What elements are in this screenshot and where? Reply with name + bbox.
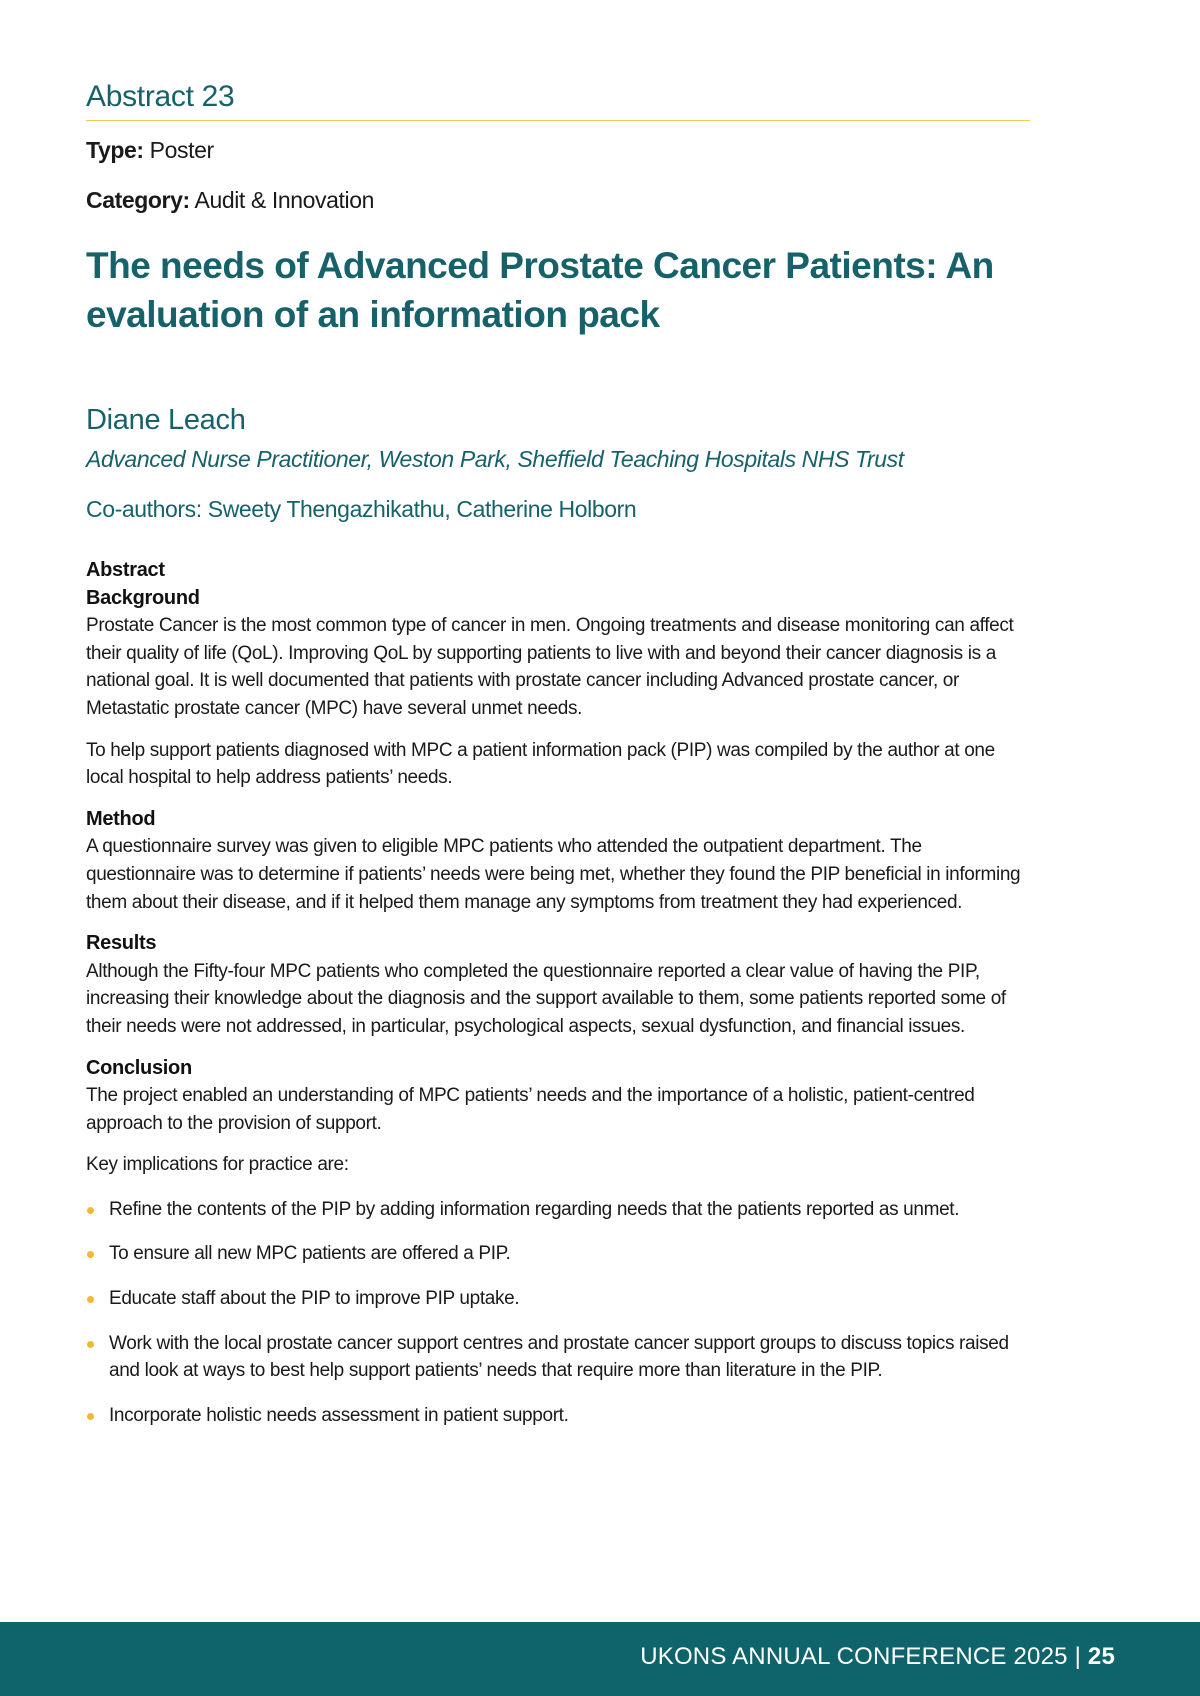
conclusion-section (86, 1055, 1030, 1430)
results-text: Although the Fifty-four MPC patients who completed the questionnaire reported a clear value of having the PIP, increasing their knowledge about the diagnosis and the support available to them, some patients reported some of their needs were not addressed, in particular, psychological aspects, sexual dysfunction, and financial issues. (86, 960, 1006, 1037)
abstract-body (86, 557, 1030, 1429)
bullet-icon (87, 1341, 94, 1348)
method-heading: Method (86, 807, 156, 830)
list-item (86, 1402, 1030, 1430)
background-paragraph-2: To help support patients diagnosed with MPC a patient information pack (PIP) was compiled by the author at one local hospital to help address patients’ needs. (86, 739, 995, 789)
author-role: Advanced Nurse Practitioner, Weston Park, Sheffield Teaching Hospitals NHS Trust (86, 446, 904, 472)
list-item-text: To ensure all new MPC patients are offered a PIP. (109, 1243, 511, 1265)
results-section (86, 930, 1030, 1040)
bullet-icon (87, 1207, 94, 1214)
list-item-text: Refine the contents of the PIP by adding information regarding needs that the patients reported as unmet. (109, 1198, 960, 1220)
method-section (86, 806, 1030, 916)
type-label: Type: (86, 137, 144, 163)
list-item (86, 1330, 1030, 1385)
coauthors: Co-authors: Sweety Thengazhikathu, Catherine Holborn (86, 496, 637, 522)
background-section (86, 585, 1030, 792)
category-label: Category: (86, 187, 190, 213)
list-item-text: Educate staff about the PIP to improve PIP uptake. (109, 1288, 520, 1310)
category-value: Audit & Innovation (194, 187, 374, 213)
abstract-number: Abstract 23 (86, 78, 1030, 121)
conclusion-heading: Conclusion (86, 1056, 192, 1079)
type-value: Poster (149, 137, 214, 163)
conclusion-text: The project enabled an understanding of MPC patients’ needs and the importance of a holistic, patient-centred approach to the provision of support. (86, 1085, 975, 1134)
background-heading: Background (86, 586, 200, 609)
bullet-icon (87, 1296, 94, 1303)
implications-intro: Key implications for practice are: (86, 1154, 349, 1176)
implications-list (86, 1196, 1030, 1430)
page-number: 25 (1087, 1643, 1115, 1670)
type-line (86, 135, 1030, 165)
footer-text (640, 1642, 1115, 1672)
conference-name: UKONS ANNUAL CONFERENCE 2025 | (640, 1643, 1082, 1670)
list-item-text: Incorporate holistic needs assessment in patient support. (109, 1404, 569, 1426)
method-text: A questionnaire survey was given to eligible MPC patients who attended the outpatient department. The questionnaire was to determine if patients’ needs were being met, whether they found the PIP beneficial in informing them about their disease, and if it helped them manage any symptoms from treatment they had experienced. (86, 836, 1021, 913)
page-footer (0, 1622, 1200, 1696)
list-item (86, 1196, 1030, 1224)
results-heading: Results (86, 932, 157, 955)
abstract-heading: Abstract (86, 559, 165, 581)
bullet-icon (87, 1251, 94, 1258)
background-paragraph-1: Prostate Cancer is the most common type of cancer in men. Ongoing treatments and disease monitoring can affect their quality of life (QoL). Improving QoL by supporting patients to live with and beyond their cancer diagnosis is a national goal. It is well documented that patients with prostate cancer including Advanced prostate cancer, or Metastatic prostate cancer (MPC) have several unmet needs. (86, 615, 1014, 719)
author-name: Diane Leach (86, 404, 246, 436)
list-item (86, 1285, 1030, 1313)
category-line (86, 185, 1030, 215)
list-item (86, 1240, 1030, 1268)
list-item-text: Work with the local prostate cancer support centres and prostate cancer support groups to discuss topics raised and look at ways to best help support patients’ needs that require more than literature in the PIP. (109, 1332, 1009, 1382)
bullet-icon (87, 1413, 94, 1420)
abstract-title: The needs of Advanced Prostate Cancer Patients: An evaluation of an information pack (86, 245, 994, 335)
page-content (86, 78, 1030, 1446)
